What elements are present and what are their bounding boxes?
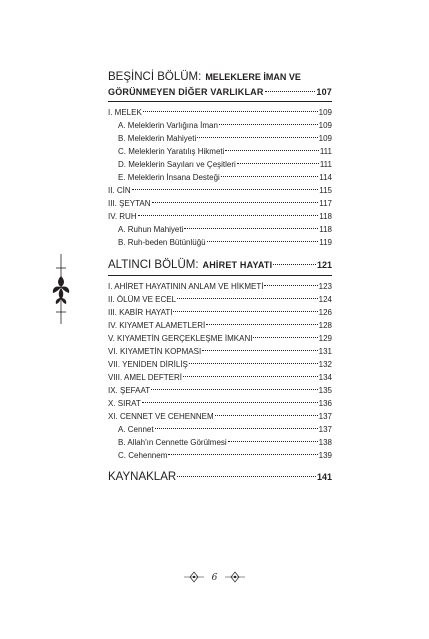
section6-title: ALTINCI BÖLÜM:	[108, 258, 199, 271]
toc-entry-page: 134	[318, 372, 332, 382]
toc-entry-page: 128	[318, 320, 332, 330]
section6-page: 121	[316, 259, 332, 270]
toc-entry-page: 118	[319, 225, 332, 234]
toc-entry-label: VI. KIYAMETİN KOPMASI	[108, 346, 202, 356]
leader-dots	[207, 233, 319, 242]
toc-entry-label: IV. KIYAMET ALAMETLERİ	[108, 320, 206, 330]
table-of-contents	[108, 70, 332, 485]
section5-subtitle-line2: GÖRÜNMEYEN DİĞER VARLIKLAR	[108, 87, 264, 97]
leader-dots	[151, 381, 318, 390]
leader-dots	[206, 316, 317, 325]
leader-dots	[132, 181, 319, 190]
toc-entry-label: X. SIRAT	[108, 398, 141, 408]
toc-entry-label: II. CİN	[108, 186, 131, 195]
toc-entry-page: 118	[319, 212, 332, 221]
sources-page: 141	[316, 472, 332, 482]
toc-entry-page: 117	[319, 199, 332, 208]
toc-entry-label: I. AHİRET HAYATININ ANLAM VE HİKMETİ	[108, 281, 264, 291]
sources-title: KAYNAKLAR	[108, 471, 177, 483]
section5-title: BEŞİNCİ BÖLÜM:	[108, 71, 202, 83]
section5-subtitle-line1: MELEKLERE İMAN VE	[205, 72, 301, 82]
toc-entry-page: 109	[318, 134, 332, 143]
toc-entry-page: 111	[319, 147, 332, 156]
leader-dots	[273, 252, 316, 265]
leader-dots	[177, 290, 318, 299]
toc-entry-page: 129	[318, 333, 332, 343]
toc-entry-label: B. Meleklerin Mahiyeti	[118, 134, 197, 143]
toc-entry	[108, 236, 332, 249]
toc-entry-label: V. KIYAMETİN GERÇEKLEŞME İMKANI	[108, 333, 253, 343]
toc-entry-label: E. Meleklerin İnsana Desteği	[118, 173, 220, 182]
toc-entry	[108, 449, 332, 462]
leader-dots	[225, 142, 318, 151]
toc-entry-page: 137	[318, 411, 332, 421]
sources-heading	[108, 468, 332, 486]
toc-entry-label: B. Allah'ın Cennette Görülmesi	[118, 437, 227, 447]
section5-heading-line2	[108, 85, 332, 99]
toc-entry-page: 137	[318, 424, 332, 434]
toc-entry-label: IX. ŞEFAAT	[108, 385, 151, 395]
toc-entry-page: 135	[318, 385, 332, 395]
toc-entry-page: 131	[318, 346, 332, 356]
divider	[108, 101, 332, 102]
toc-entry-page: 119	[319, 238, 332, 247]
toc-entry-page: 126	[318, 307, 332, 317]
leader-dots	[215, 407, 318, 416]
toc-entry-page: 138	[318, 437, 332, 447]
toc-entry-page: 114	[319, 173, 332, 182]
section5-page: 107	[316, 87, 332, 97]
leader-dots	[143, 103, 318, 112]
toc-entry-label: C. Meleklerin Yaratılış Hikmeti	[118, 147, 225, 156]
toc-entry-page: 109	[318, 108, 332, 117]
leader-dots	[173, 303, 317, 312]
toc-entry-page: 139	[318, 450, 332, 460]
leader-dots	[265, 82, 316, 92]
section6-list	[108, 280, 332, 462]
leader-dots	[197, 129, 317, 138]
leader-dots	[142, 394, 318, 403]
divider	[108, 275, 332, 276]
leader-dots	[138, 207, 319, 216]
leader-dots	[264, 277, 317, 286]
toc-entry-page: 124	[318, 294, 332, 304]
diamond-ornament-icon	[225, 571, 245, 583]
leader-dots	[183, 368, 318, 377]
toc-entry-label: C. Cehennem	[118, 450, 168, 460]
toc-entry-label: I. MELEK	[108, 108, 142, 117]
toc-entry-label: III. ŞEYTAN	[108, 199, 151, 208]
toc-entry-label: VII. YENİDEN DİRİLİŞ	[108, 359, 188, 369]
toc-entry-page: 109	[318, 121, 332, 130]
leader-dots	[237, 155, 319, 164]
toc-entry-page: 123	[318, 281, 332, 291]
toc-entry-label: VIII. AMEL DEFTERİ	[108, 372, 182, 382]
section5-list	[108, 106, 332, 249]
leader-dots	[168, 446, 317, 455]
section6-subtitle: AHİRET HAYATI	[202, 259, 273, 270]
page-number: 6	[211, 572, 218, 583]
toc-entry-page: 115	[319, 186, 332, 195]
toc-entry-label: A. Ruhun Mahiyeti	[118, 225, 184, 234]
toc-entry-label: A. Cennet	[118, 424, 154, 434]
leader-dots	[177, 465, 316, 478]
toc-entry-label: IV. RUH	[108, 212, 137, 221]
leader-dots	[219, 116, 318, 125]
toc-entry-label: A. Meleklerin Varlığına İman	[118, 121, 218, 130]
leader-dots	[189, 355, 318, 364]
leader-dots	[221, 168, 318, 177]
page-footer	[0, 571, 429, 583]
toc-entry-page: 136	[318, 398, 332, 408]
toc-entry-label: XI. CENNET VE CEHENNEM	[108, 411, 214, 421]
toc-entry-page: 111	[319, 160, 332, 169]
toc-entry-label: D. Meleklerin Sayıları ve Çeşitleri	[118, 160, 236, 169]
leader-dots	[253, 329, 317, 338]
leader-dots	[155, 420, 318, 429]
toc-entry-label: B. Ruh-beden Bütünlüğü	[118, 238, 206, 247]
section6-heading	[108, 255, 332, 273]
flower-ornament-icon	[50, 254, 72, 324]
leader-dots	[202, 342, 317, 351]
toc-entry-page: 132	[318, 359, 332, 369]
leader-dots	[228, 433, 318, 442]
diamond-ornament-icon	[184, 571, 204, 583]
toc-entry-label: II. ÖLÜM VE ECEL	[108, 294, 177, 304]
leader-dots	[152, 194, 319, 203]
toc-entry-label: III. KABİR HAYATI	[108, 307, 173, 317]
leader-dots	[184, 220, 318, 229]
